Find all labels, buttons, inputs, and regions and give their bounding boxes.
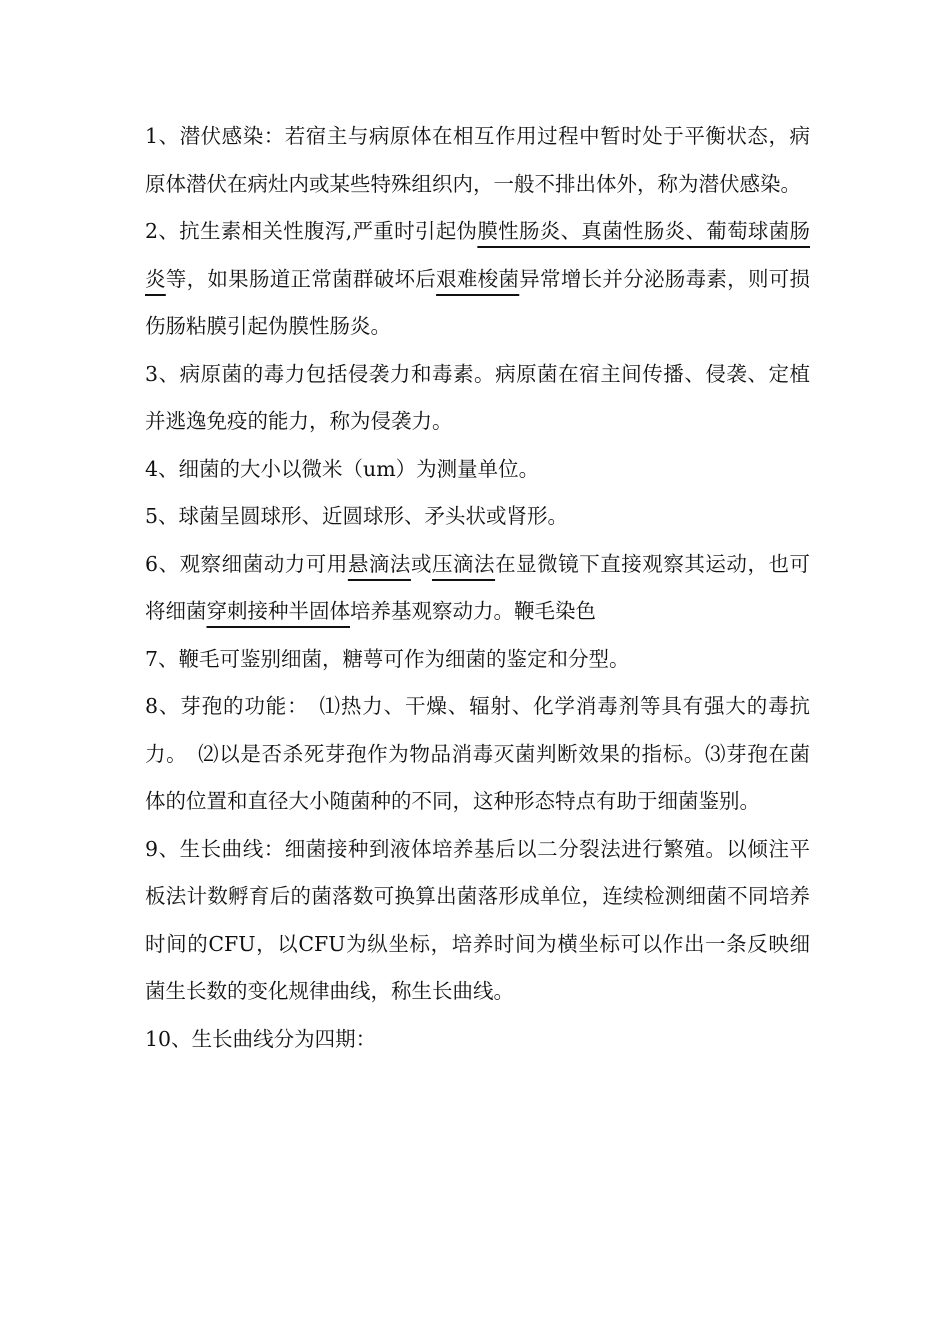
text-segment: 5、球菌呈圆球形、近圆球形、矛头状或肾形。	[145, 504, 569, 528]
paragraph-5	[145, 493, 810, 541]
text-segment: 1、潜伏感染：若宿主与病原体在相互作用过程中暂时处于平衡状态，病原体潜伏在病灶内或某些特殊组织内，一般不排出体外，称为潜伏感染。	[145, 124, 810, 196]
paragraph-4	[145, 446, 810, 494]
text-segment: 异常增长并分泌肠毒素，则可损伤肠粘膜引起伪膜性肠炎。	[145, 266, 811, 338]
paragraph-8	[145, 683, 810, 826]
text-segment: 7、鞭毛可鉴别细菌，糖萼可作为细菌的鉴定和分型。	[145, 646, 630, 671]
paragraph-1	[145, 113, 810, 208]
underlined-term: 膜性肠炎、真菌性肠炎、葡萄球菌肠炎	[145, 219, 811, 291]
text-segment: 8、芽孢的功能： ⑴热力、干燥、辐射、化学消毒剂等具有强大的毒抗力。 ⑵以是否杀死芽孢作为物品消毒灭菌判断效果的指标。⑶芽孢在菌体的位置和直径大小随菌种的不同，这种形态特点有助于细菌鉴别。	[145, 694, 810, 813]
document-body	[145, 113, 810, 1063]
paragraph-9	[145, 826, 810, 1016]
paragraph-3	[145, 351, 810, 446]
underlined-term: 艰难梭菌	[436, 266, 520, 291]
text-segment: 9、生长曲线：细菌接种到液体培养基后以二分裂法进行繁殖。以倾注平板法计数孵育后的菌落数可换算出菌落形成单位，连续检测细菌不同培养时间的CFU，以CFU为纵坐标，培养时间为横坐标可以作出一条反映细菌生长数的变化规律曲线，称生长曲线。	[145, 836, 810, 1003]
paragraph-6	[145, 541, 810, 636]
text-segment: 3、病原菌的毒力包括侵袭力和毒素。病原菌在宿主间传播、侵袭、定植并逃逸免疫的能力，称为侵袭力。	[145, 361, 810, 433]
text-segment: 等，如果肠道正常菌群破坏后	[165, 266, 437, 291]
text-segment: 6、观察细菌动力可用	[145, 551, 348, 576]
text-segment: 在显微镜下直接观察其运动，也可将细菌	[145, 551, 811, 623]
underlined-term: 悬滴法	[347, 551, 411, 576]
text-segment: 2、抗生素相关性腹泻,严重时引起伪	[145, 219, 478, 243]
text-segment: 或	[410, 551, 432, 576]
paragraph-7	[145, 636, 810, 684]
text-segment: 培养基观察动力。鞭毛染色	[350, 599, 596, 623]
text-segment: 4、细菌的大小以微米（um）为测量单位。	[145, 456, 540, 481]
paragraph-2	[145, 208, 810, 351]
text-segment: 10、生长曲线分为四期：	[145, 1026, 377, 1051]
underlined-term: 压滴法	[431, 551, 496, 576]
paragraph-10	[145, 1016, 810, 1064]
underlined-term: 穿刺接种半固体	[206, 599, 350, 623]
